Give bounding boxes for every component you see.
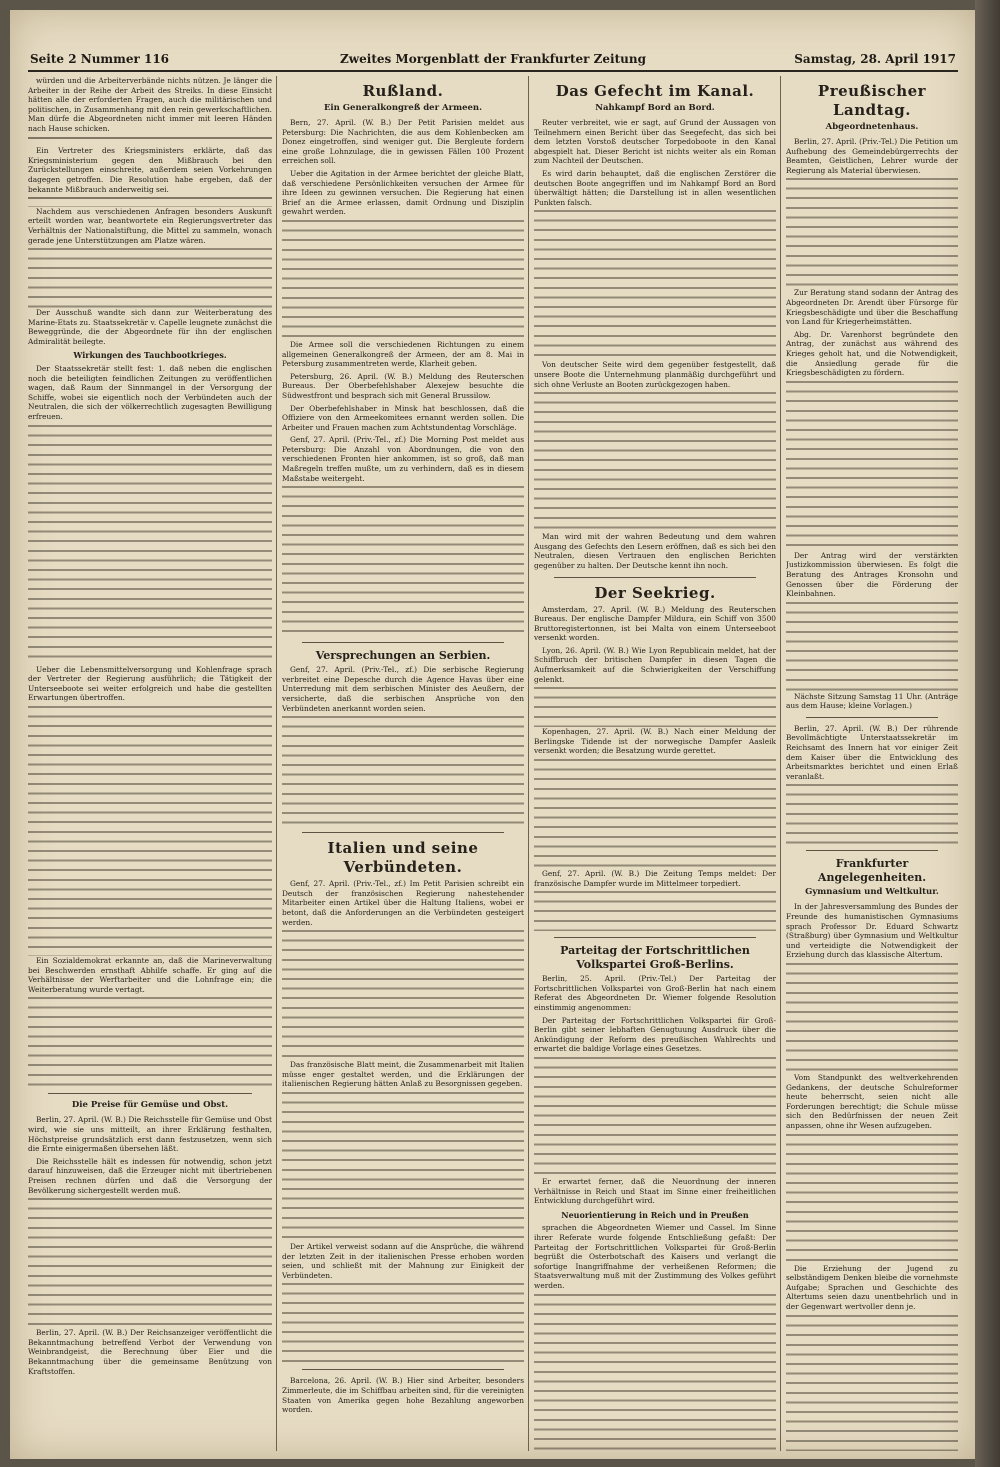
text-block: [282, 1283, 524, 1363]
text-block: [786, 784, 958, 844]
article-headline: Das Gefecht im Kanal.: [555, 82, 755, 100]
text-block: [28, 997, 272, 1087]
paragraph: Die Reichsstelle hält es indessen für notwendig, schon jetzt darauf hinzuweisen, daß die Erzeuger nicht mit übertriebenen Preisen rechnen dürfen und daß die Versorgung der Bevölkerung sichergestellt werden muß.: [28, 1156, 272, 1195]
paragraph: Petersburg, 26. April. (W. B.) Meldung des Reuterschen Bureaus. Der Oberbefehlshaber Alexejew besuchte die Südwestfront und besprach sich mit General Brussilow.: [282, 371, 524, 400]
text-block: [282, 930, 524, 1060]
paragraph: Es wird darin behauptet, daß die englischen Zerstörer die deutschen Boote angegriffen und im Nahkampf Bord an Bord überwältigt hätten; die Darstellung ist in allen wesentlichen Punkten falsch.: [534, 168, 776, 207]
text-block: [786, 602, 958, 692]
text-block: [282, 1092, 524, 1242]
article-headline: Rußland.: [362, 82, 444, 100]
page-number: Seite 2 Nummer 116: [30, 52, 170, 66]
paragraph: Ueber die Lebensmittelversorgung und Kohlenfrage sprach der Vertreter der Regierung ausführlich; die Tätigkeit der Unterseeboote sei weiter erfolgreich und habe die gestellten Erwartungen übertroffen.: [28, 664, 272, 703]
column-rule: [276, 76, 277, 1451]
text-block: [786, 1134, 958, 1264]
paragraph: Nächste Sitzung Samstag 11 Uhr. (Anträge aus dem Hause; kleine Vorlagen.): [786, 691, 958, 711]
column-3: [534, 76, 776, 1451]
section-heading: Neuorientierung in Reich und in Preußen: [561, 1209, 749, 1220]
paragraph: Bern, 27. April. (W. B.) Der Petit Parisien meldet aus Petersburg: Die Nachrichten, die aus dem Kohlenbecken am Donez eingetroffen, sind weniger gut. Die Bergleute fordern eine große Lohnzulage, die in gewissen Fällen 100 Prozent erreichen soll.: [282, 118, 524, 166]
article-headline: Italien und seine Verbündeten.: [327, 839, 479, 877]
paragraph: Nachdem aus verschiedenen Anfragen besonders Auskunft erteilt worden war, beantwortete ein Regierungsvertreter das Verhältnis der Nationalstiftung, die Mittel zu sammeln, wonach gerade jene Unterstützungen am Platze wären.: [28, 206, 272, 245]
paragraph: Abg. Dr. Varenhorst begründete den Antrag, der zunächst aus während des Krieges geholt hat, und die Notwendigkeit, die Ansiedlung gerade für die Kriegsbeschädigten zu fördern.: [786, 329, 958, 378]
article-headline: Der Seekrieg.: [594, 583, 716, 602]
paragraph: Er erwartet ferner, daß die Neuordnung der inneren Verhältnisse in Reich und Staat im Sinne einer freiheitlichen Entwicklung durchgeführt wird.: [534, 1176, 776, 1206]
paragraph: Der Parteitag der Fortschrittlichen Volkspartei für Groß-Berlin gibt seiner lebhaften Genugtuung Ausdruck über die Ankündigung der Reform des preußischen Wahlrechts und erwartet die baldige Vorlage eines Gesetzes.: [534, 1015, 776, 1054]
paragraph: Die Armee soll die verschiedenen Richtungen zu einem allgemeinen Generalkongreß der Armeen, der am 8. Mai in Petersburg zusammentreten werde, Klarheit geben.: [282, 339, 524, 369]
text-line: [28, 137, 272, 147]
text-block: [534, 1057, 776, 1177]
paragraph: Der Staatssekretär stellt fest: 1. daß neben die englischen noch die beteiligten feindlichen Zeitungen zu veröffentlichen wagen, daß Raum der Sinnmangel in der Versorgung der Schiffe, wobei sie eigentlich noch der Verbündeten auch der Neutralen, die sich der völkerrechtlich zugesagten Bewilligung erfreuen.: [28, 364, 272, 422]
paragraph: Kopenhagen, 27. April. (W. B.) Nach einer Meldung der Berlingske Tidende ist der norwegische Dampfer Aasleik versenkt worden; die Besatzung wurde gerettet.: [534, 727, 776, 756]
newspaper-page: [10, 10, 975, 1459]
text-line: [28, 197, 272, 207]
text-block: [28, 425, 272, 665]
column-2: [282, 76, 524, 1451]
article-headline: Parteitag der Fortschrittlichen Volkspartei Groß-Berlins.: [560, 944, 750, 972]
divider: [806, 850, 938, 851]
article-headline: Versprechungen an Serbien.: [315, 649, 491, 663]
paragraph: Der Antrag wird der verstärkten Justizkommission überwiesen. Es folgt die Beratung des Antrages Kronsohn und Genossen über die Förderung der Kleinbahnen.: [786, 550, 958, 599]
paragraph: Die Erziehung der Jugend zu selbständigem Denken bleibe die vornehmste Aufgabe; Sprachen und Geschichte des Altertums seien dazu unentbehrlich und in der Gegenwart wertvoller denn je.: [786, 1263, 958, 1311]
paragraph: Barcelona, 26. April. (W. B.) Hier sind Arbeiter, besonders Zimmerleute, die im Schiffbau arbeiten sind, für die vereinigten Staaten von Amerika gegen hohe Bezahlung angeworben worden.: [282, 1376, 524, 1415]
paragraph: Amsterdam, 27. April. (W. B.) Meldung des Reuterschen Bureaus. Der englische Dampfer Mildura, ein Schiff von 3500 Bruttoregistertonnen, ist bei Malta von einem Unterseeboot versenkt worden.: [534, 604, 776, 643]
divider: [806, 717, 938, 718]
article-headline: Preußischer Landtag.: [817, 82, 927, 119]
text-block: [786, 178, 958, 288]
paragraph: Genf, 27. April. (W. B.) Die Zeitung Temps meldet: Der französische Dampfer wurde im Mittelmeer torpediert.: [534, 869, 776, 888]
newspaper-title: Zweites Morgenblatt der Frankfurter Zeitung: [340, 52, 646, 66]
paragraph: Genf, 27. April. (Priv.-Tel., zf.) Die Morning Post meldet aus Petersburg: Die Anzahl von Abordnungen, die von den verschiedenen Fronten hier ankommen, ist so groß, daß man Maßregeln treffen mußte, um zu verhindern, daß es in diesem Maßstabe weitergeht.: [282, 435, 524, 483]
article-subheadline: Abgeordnetenhaus.: [825, 122, 919, 132]
paragraph: Berlin, 27. April. (W. B.) Der rührende Bevollmächtigte Unterstaatssekretär im Reichsamt des Innern hat vor einiger Zeit dem Kaiser über die Entwicklung des Arbeitsmarktes berichtet und einen Erlaß veranlaßt.: [786, 723, 958, 781]
text-block: [534, 392, 776, 532]
divider: [554, 937, 756, 938]
paragraph: Ein Sozialdemokrat erkannte an, daß die Marineverwaltung bei Beschwerden ernsthaft Abhilfe schaffe. Er ging auf die Verhältnisse der Werftarbeiter und die Lohnfrage ein; die Weiterberatung wurde vertagt.: [28, 956, 272, 994]
article-headline: Die Preise für Gemüse und Obst.: [71, 1100, 229, 1111]
divider: [554, 577, 756, 578]
column-rule: [528, 76, 529, 1451]
paragraph: Zur Beratung stand sodann der Antrag des Abgeordneten Dr. Arendt über Fürsorge für Kriegsbeschädigte und über die Beschaffung von Land für Kriegerheimstätten.: [786, 288, 958, 327]
text-block: [28, 248, 272, 308]
paragraph: Der Oberbefehlshaber in Minsk hat beschlossen, daß die Offiziere von den Armeekomitees ernannt werden sollen. Die Arbeiter und Frauen machen zum Achtstundentag Vorschläge.: [282, 403, 524, 432]
paragraph: Der Ausschuß wandte sich dann zur Weiterberatung des Marine-Etats zu. Staatssekretär v. Capelle leugnete zunächst die Beweggründe, die der Abgeordnete für ihn der englischen Admiralität beilegte.: [28, 308, 272, 346]
text-block: [28, 1198, 272, 1328]
masthead: [28, 48, 958, 72]
text-block: [282, 486, 524, 636]
paragraph: Genf, 27. April. (Priv.-Tel., zf.) Im Petit Parisien schreibt ein Deutsch der französischen Regierung nahestehender Mitarbeiter einen Artikel über die Haltung Italiens, wobei er betont, daß die Anforderungen an die Verbündeten gesteigert werden.: [282, 879, 524, 927]
paragraph: Von deutscher Seite wird dem gegenüber festgestellt, daß unsere Boote die Unternehmung planmäßig durchgeführt und sich ohne Verluste an Booten zurückgezogen haben.: [534, 360, 776, 389]
article-subheadline: Nahkampf Bord an Bord.: [595, 103, 715, 113]
paragraph: Vom Standpunkt des weltverkehrenden Gedankens, der deutsche Schulreformer heute beherrscht, seien nicht alle Forderungen berechtigt; die Schule müsse sich den Bedürfnissen der neuen Zeit anpassen, ohne ihr Wesen aufzugeben.: [786, 1073, 958, 1130]
text-block: [534, 687, 776, 727]
page-binding: [975, 0, 1000, 1467]
text-block: [786, 1315, 958, 1451]
divider: [302, 642, 504, 643]
text-block: [786, 381, 958, 551]
column-rule: [780, 76, 781, 1451]
text-block: [534, 759, 776, 869]
column-4: [786, 76, 958, 1451]
paragraph: Das französische Blatt meint, die Zusammenarbeit mit Italien müsse enger gestaltet werden, und die Erklärungen der italienischen Regierung hätten Anlaß zu Besorgnissen gegeben.: [282, 1060, 524, 1089]
text-block: [534, 210, 776, 360]
article-subheadline: Ein Generalkongreß der Armeen.: [323, 103, 483, 113]
paragraph: Man wird mit der wahren Bedeutung und dem wahren Ausgang des Gefechts den Lesern eröffnen, daß es sich bei den Neutralen, diesen Vertrauen den englischen Berichten gegenüber zu halten. Der Deutsche kennt ihn noch.: [534, 532, 776, 570]
paragraph: Lyon, 26. April. (W. B.) Wie Lyon Republicain meldet, hat der Schiffbruch der britischen Dampfer in diesen Tagen die Aufmerksamkeit auf die Schwierigkeiten der Verschiffung gelenkt.: [534, 645, 776, 684]
paragraph: Berlin, 27. April. (W. B.) Der Reichsanzeiger veröffentlicht die Bekanntmachung betreffend Verbot der Verwendung von Weinbrandgeist, die Berechnung über Eier und die Bekanntmachung über die gemeinsame Benützung von Kraftstoffen.: [28, 1328, 272, 1376]
paragraph: Der Artikel verweist sodann auf die Ansprüche, die während der letzten Zeit in der italienischen Presse erhoben worden seien, und schließt mit der Mahnung zur Einigkeit der Verbündeten.: [282, 1241, 524, 1280]
column-1: [28, 76, 272, 1451]
paragraph: Genf, 27. April. (Priv.-Tel., zf.) Die serbische Regierung verbreitet eine Depesche durch die Agence Havas über eine Unterredung mit dem serbischen Minister des Aeußern, der versicherte, daß die serbischen Ansprüche von den Verbündeten anerkannt worden seien.: [282, 665, 524, 713]
text-block: [28, 706, 272, 956]
text-block: [282, 716, 524, 826]
text-block: [282, 220, 524, 340]
paragraph: Berlin, 27. April. (W. B.) Die Reichsstelle für Gemüse und Obst wird, wie sie uns mitteilt, an ihrer Erklärung festhalten, Höchstpreise grundsätzlich erst dann festzusetzen, wenn sich die Ernte einigermaßen übersehen läßt.: [28, 1115, 272, 1154]
divider: [302, 832, 504, 833]
paragraph: würden und die Arbeiterverbände nichts nützen. Je länger die Arbeiter in der Reihe der Arbeit des Streiks. In diese Einsicht hätten alle der erforderten Fragen, auch die militärischen und politischen, in Zusammenhang mit den rein gewerkschaftlichen. Man dürfe die Abgeordneten nicht immer mit leeren Händen nach Hause schicken.: [28, 76, 272, 133]
text-block: [534, 891, 776, 931]
text-block: [786, 963, 958, 1073]
text-block: [534, 1294, 776, 1452]
paragraph: Ueber die Agitation in der Armee berichtet der gleiche Blatt, daß verschiedene Persönlichkeiten versuchen der Armee für ihre Ideen zu gewinnen versuchen. Die Regierung hat einen Brief an die Armee erlassen, damit Ordnung und Disziplin gewahrt werden.: [282, 168, 524, 217]
article-headline: Frankfurter Angelegenheiten.: [817, 857, 927, 885]
paragraph: Ein Vertreter des Kriegsministers erklärte, daß das Kriegsministerium gegen den Mißbrauch bei den Zurückstellungen einschreite, außerdem seien Vorkehrungen dagegen getroffen. Die Resolution habe ergeben, daß der bekannte Mißbrauch anderweitig sei.: [28, 146, 272, 194]
paragraph: sprachen die Abgeordneten Wiemer und Cassel. Im Sinne ihrer Referate wurde folgende Entschließung gefaßt: Der Parteitag der Fortschrittlichen Volkspartei für Groß-Berlin begrüßt die Osterbotschaft des Kaisers und verlangt die sofortige Inangriffnahme der verheißenen Reformen; die Staatsverwaltung muß mit der Zustimmung des Volkes geführt werden.: [534, 1223, 776, 1290]
paragraph: In der Jahresversammlung des Bundes der Freunde des humanistischen Gymnasiums sprach Professor Dr. Eduard Schwartz (Straßburg) über Gymnasium und Weltkultur und verteidigte die Notwendigkeit der Erziehung durch das klassische Altertum.: [786, 902, 958, 960]
issue-date: Samstag, 28. April 1917: [794, 52, 956, 66]
article-subheadline: Gymnasium und Weltkultur.: [805, 887, 939, 898]
paragraph: Berlin, 27. April. (Priv.-Tel.) Die Petition um Aufhebung des Gemeindebürgerrechts der Beamten, Geistlichen, Lehrer wurde der Regierung als Material überwiesen.: [786, 137, 958, 175]
section-heading: Wirkungen des Tauchbootkrieges.: [73, 350, 227, 361]
paragraph: Reuter verbreitet, wie er sagt, auf Grund der Aussagen von Teilnehmern einen Bericht über das Seegefecht, das sich bei dem letzten Vorstoß deutscher Torpedoboote in den Kanal abgespielt hat. Dieser Bericht ist nichts weiter als ein Roman zum Nachteil der Deutschen.: [534, 118, 776, 166]
divider: [48, 1093, 252, 1094]
paragraph: Berlin, 25. April. (Priv.-Tel.) Der Parteitag der Fortschrittlichen Volkspartei von Groß-Berlin hat nach einem Referat des Abgeordneten Dr. Wiemer folgende Resolution einstimmig angenommen:: [534, 974, 776, 1012]
divider: [302, 1369, 504, 1370]
